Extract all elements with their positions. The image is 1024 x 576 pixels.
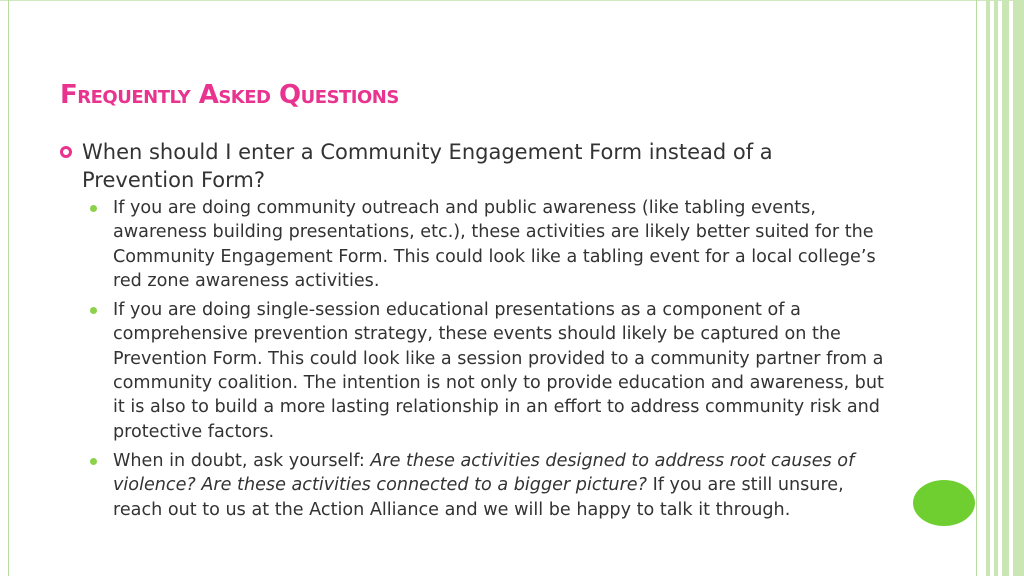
answer-text: If you are doing community outreach and public awareness (like tabling events, awareness building presentations, etc.), these activities are likely better suited for the Community Engagement Form. This could look like a tabling event for a local college’s red zone awareness activities.	[113, 198, 876, 291]
slide-content	[60, 138, 890, 527]
decorative-stripe	[994, 0, 998, 576]
answer-item	[113, 196, 890, 293]
ring-bullet-icon	[60, 146, 72, 158]
green-circle-decoration	[913, 480, 975, 526]
answer-text: If you are doing single-session educational presentations as a component of a comprehensive prevention strategy, these events should likely be captured on the Prevention Form. This could look like a session provided to a community partner from a community coalition. The intention is not only to provide education and awareness, but it is also to build a more lasting relationship in an effort to address community risk and protective factors.	[113, 300, 884, 442]
slide-title: Frequently Asked Questions	[60, 80, 399, 110]
question-item	[60, 138, 890, 194]
answer-item	[113, 449, 890, 522]
frame-top-line	[0, 0, 1024, 1]
question-text: When should I enter a Community Engagement Form instead of a Prevention Form?	[82, 140, 773, 192]
dot-bullet-icon	[90, 458, 97, 465]
answer-tail-text: If you are still unsure, reach out to us at the Action Alliance and we will be happy to talk it through.	[113, 475, 844, 520]
dot-bullet-icon	[90, 307, 97, 314]
answer-italic-text: Are these activities designed to address root causes of violence? Are these activities connected to a bigger picture?	[113, 450, 855, 496]
frame-left-line	[8, 0, 9, 576]
frame-right-line	[976, 0, 977, 576]
answer-lead-text: When in doubt, ask yourself:	[113, 450, 371, 471]
decorative-stripe	[986, 0, 990, 576]
decorative-stripe	[1013, 0, 1024, 576]
answer-item	[113, 298, 890, 444]
dot-bullet-icon	[90, 205, 97, 212]
decorative-stripe	[1002, 0, 1009, 576]
